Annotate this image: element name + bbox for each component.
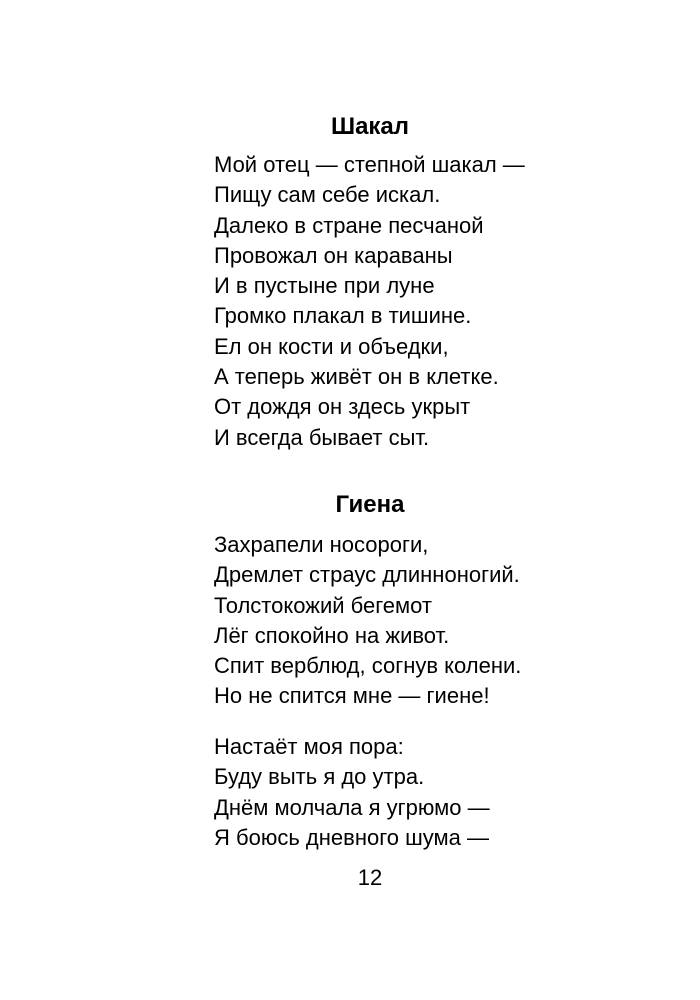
poem-line: Далеко в стране песчаной (214, 212, 484, 238)
poem-line: Я боюсь дневного шума — (214, 824, 489, 850)
poem-line: Захрапели носороги, (214, 532, 429, 557)
poem-line: Но не спится мне — гиене! (214, 683, 490, 709)
poem-line: Мой отец — степной шакал — (214, 152, 525, 177)
poem-line: Ел он кости и объедки, (214, 333, 449, 359)
poem-line: Толстокожий бегемот (214, 592, 432, 618)
poem-line: Лёг спокойно на живот. (214, 622, 450, 648)
poem-line: Буду выть я до утра. (214, 764, 425, 790)
poem-stanza (214, 150, 525, 453)
poem-line: Спит верблюд, согнув колени. (214, 653, 522, 679)
poem-line: От дождя он здесь укрыт (214, 394, 471, 420)
poem-stanza (214, 732, 490, 853)
poem-line: И всегда бывает сыт. (214, 424, 430, 450)
poem-line: Днём молчала я угрюмо — (214, 794, 490, 820)
poem-line: Пищу сам себе искал. (214, 182, 441, 208)
poem-stanza (214, 530, 521, 712)
poem-line: Настаёт моя пора: (214, 734, 404, 759)
poem-line: И в пустыне при луне (214, 273, 435, 299)
poem-line: Провожал он караваны (214, 242, 453, 268)
poem-title-shakal: Шакал (330, 113, 410, 140)
poem-line: А теперь живёт он в клетке. (214, 364, 499, 390)
poem-line: Громко плакал в тишине. (214, 303, 472, 329)
poem-line: Дремлет страус длинноногий. (214, 562, 520, 588)
page-number: 12 (357, 865, 383, 890)
poem-title-giena: Гиена (335, 491, 405, 518)
